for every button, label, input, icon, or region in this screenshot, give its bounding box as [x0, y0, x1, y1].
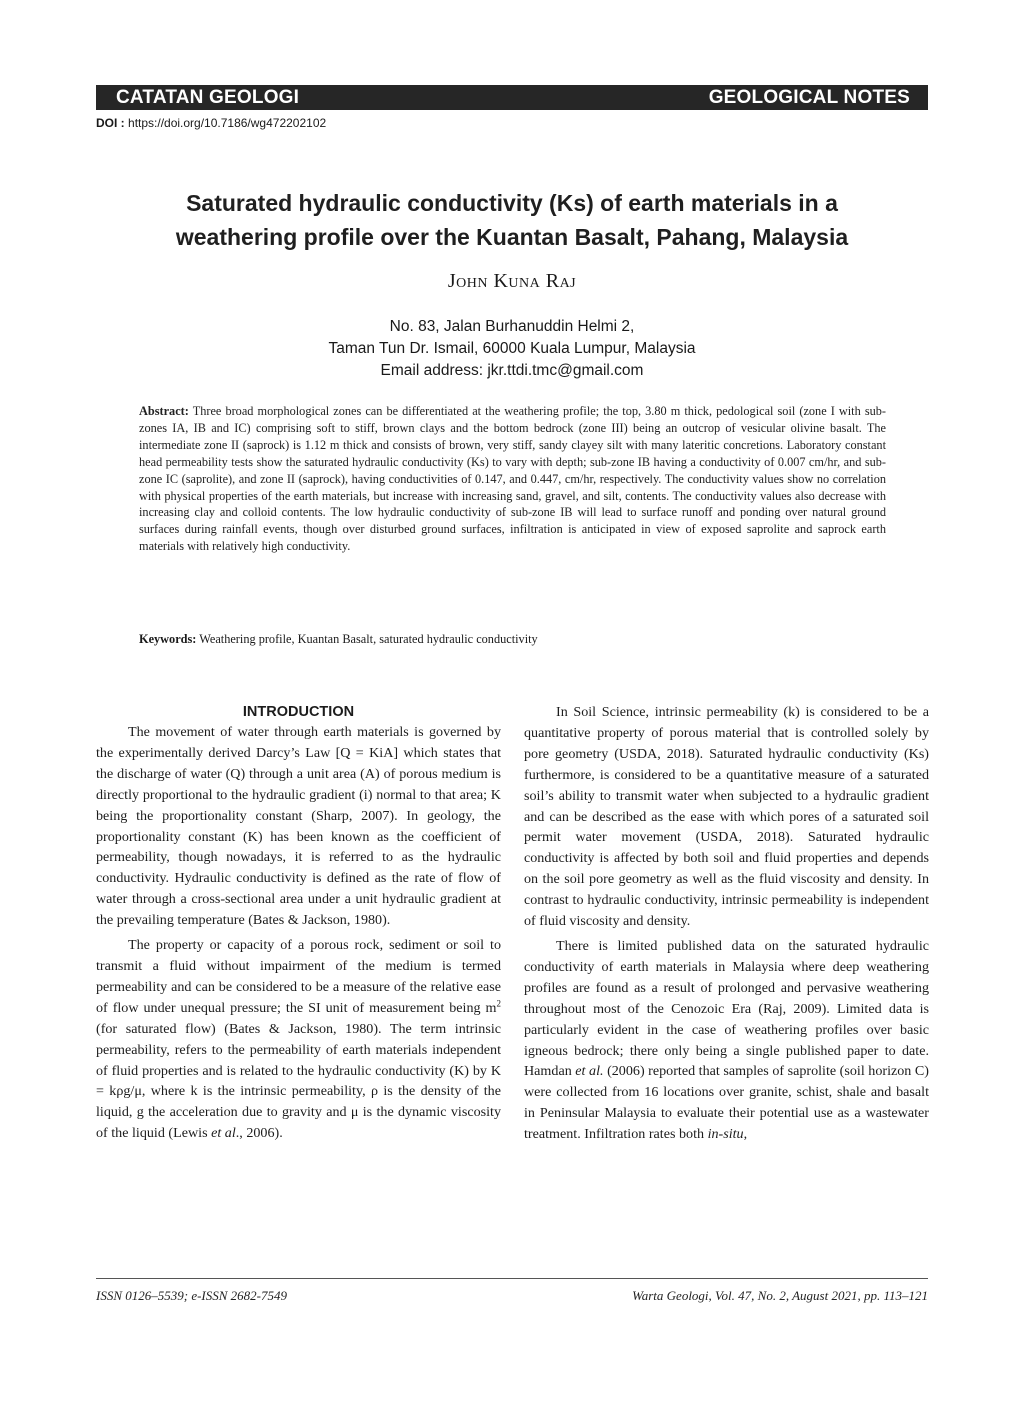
footer-divider	[96, 1278, 928, 1279]
author-affiliation	[96, 316, 928, 382]
section-heading-introduction: INTRODUCTION	[242, 704, 355, 720]
header-section-label-english: GEOLOGICAL NOTES	[708, 86, 910, 108]
abstract-label: Abstract:	[139, 404, 189, 418]
header-section-label-malay: CATATAN GEOLOGI	[116, 86, 300, 108]
journal-header-bar	[96, 85, 928, 110]
doi-label: DOI :	[96, 116, 125, 130]
paper-title	[96, 186, 928, 254]
paper-title-line-2: weathering profile over the Kuantan Basalt, Pahang, Malaysia	[175, 224, 849, 250]
citation-et-al: et al.	[575, 1063, 604, 1080]
body-paragraph: There is limited published data on the saturated hydraulic conductivity of earth materials in Malaysia where deep weathering profiles are found as a result of prolonged and pervasive weathering throughout most of the Cenozoic Era (Raj, 2009). Limited data is particularly evident in the case of weathering profiles over basic igneous bedrock; there only being a single published paper to date. Hamdan et al. (2006) reported that samples of saprolite (soil horizon C) were collected from 16 locations over granite, schist, shale and basalt in Peninsular Malaysia to evaluate their potential use as a wastewater treatment. Infiltration rates both in-situ,	[524, 937, 929, 1143]
body-paragraph: In Soil Science, intrinsic permeability (k) is considered to be a quantitative property of porous material that is controlled solely by pore geometry (USDA, 2018). Saturated hydraulic conductivity (Ks) furthermore, is considered to be a quantitative measure of a saturated soil’s ability to transmit water when subjected to a hydraulic gradient and can be described as the ease with which pores of a saturated soil permit water movement (USDA, 2018). Saturated hydraulic conductivity is affected by both soil and fluid properties and depends on the soil pore geometry as well as the fluid viscosity and density. In contrast to hydraulic conductivity, intrinsic permeability is independent of fluid viscosity and density.	[524, 704, 929, 930]
abstract	[139, 403, 886, 555]
keywords-label: Keywords:	[139, 632, 197, 646]
body-column-right	[524, 702, 929, 1149]
citation-et-al: et al	[211, 1125, 236, 1142]
author-email[interactable]: Email address: jkr.ttdi.tmc@gmail.com	[380, 362, 644, 379]
italic-term: in-situ	[707, 1126, 744, 1143]
body-paragraph: The property or capacity of a porous rock, sediment or soil to transmit a fluid without impairment of the medium is termed permeability and can be considered to be a measure of the relative ease of flow under unequal pressure; the SI unit of measurement being $m^2$ (for saturated flow) (Bates & Jackson, 1980). The term intrinsic permeability, refers to the permeability of earth materials independent of fluid properties and is related to the hydraulic conductivity (K) by K = kρg/μ, where k is the intrinsic permeability, ρ is the density of the liquid, g the acceleration due to gravity and μ is the dynamic viscosity of the liquid (Lewis et al., 2006).	[96, 937, 501, 1142]
affiliation-line-1: No. 83, Jalan Burhanuddin Helmi 2,	[389, 318, 635, 335]
paper-title-line-1: Saturated hydraulic conductivity (Ks) of earth materials in a	[186, 190, 838, 216]
footer-issn: ISSN 0126–5539; e-ISSN 2682-7549	[96, 1288, 288, 1303]
doi-line	[96, 116, 326, 130]
abstract-text: Three broad morphological zones can be differentiated at the weathering profile; the top, 3.80 m thick, pedological soil (zone I with sub-zones IA, IB and IC) comprising soft to stiff, brown clays and the bottom bedrock (zone III) being an outcrop of vesicular olivine basalt. The intermediate zone II (saprock) is 1.12 m thick and consists of brown, very stiff, sandy clayey silt with many lateritic concretions. Laboratory constant head permeability tests show the saturated hydraulic conductivity (Ks) to vary with depth; sub-zone IB having a conductivity of 0.007 cm/hr, and sub-zone IC (saprolite), and zone II (saprock), having conductivities of 0.147, and 0.447, cm/hr, respectively. The conductivity values show no correlation with physical properties of the earth materials, but increase with increasing sand, gravel, and silt, contents. The conductivity values also decrease with increasing clay and colloid contents. The low hydraulic conductivity of sub-zone IB will lead to surface runoff and ponding over natural ground surfaces during rainfall events, though over disturbed ground surfaces, infiltration is anticipated in view of exposed saprolite and saprock earth materials with relatively high conductivity.	[139, 404, 886, 554]
doi-link[interactable]: https://doi.org/10.7186/wg472202102	[128, 116, 327, 130]
superscript: 2	[496, 998, 501, 1009]
author-name: John Kuna Raj	[447, 270, 577, 292]
body-paragraph: The movement of water through earth materials is governed by the experimentally derived Darcy’s Law [Q = KiA] which states that the discharge of water (Q) through a unit area (A) of porous medium is directly proportional to the hydraulic gradient (i) normal to that area; K being the proportionality constant (Sharp, 2007). In geology, the proportionality constant (K) has been known as the coefficient of permeability, though nowadays, it is referred to as the hydraulic conductivity. Hydraulic conductivity is defined as the rate of flow of water through a cross-sectional area under a unit hydraulic gradient at the prevailing temperature (Bates & Jackson, 1980).	[96, 724, 501, 929]
body-column-left	[96, 702, 501, 1148]
affiliation-line-2: Taman Tun Dr. Ismail, 60000 Kuala Lumpur, Malaysia	[328, 340, 696, 357]
footer-citation: Warta Geologi, Vol. 47, No. 2, August 2021, pp. 113–121	[632, 1288, 928, 1303]
keywords	[139, 631, 886, 648]
keywords-text: Weathering profile, Kuantan Basalt, saturated hydraulic conductivity	[199, 632, 538, 646]
